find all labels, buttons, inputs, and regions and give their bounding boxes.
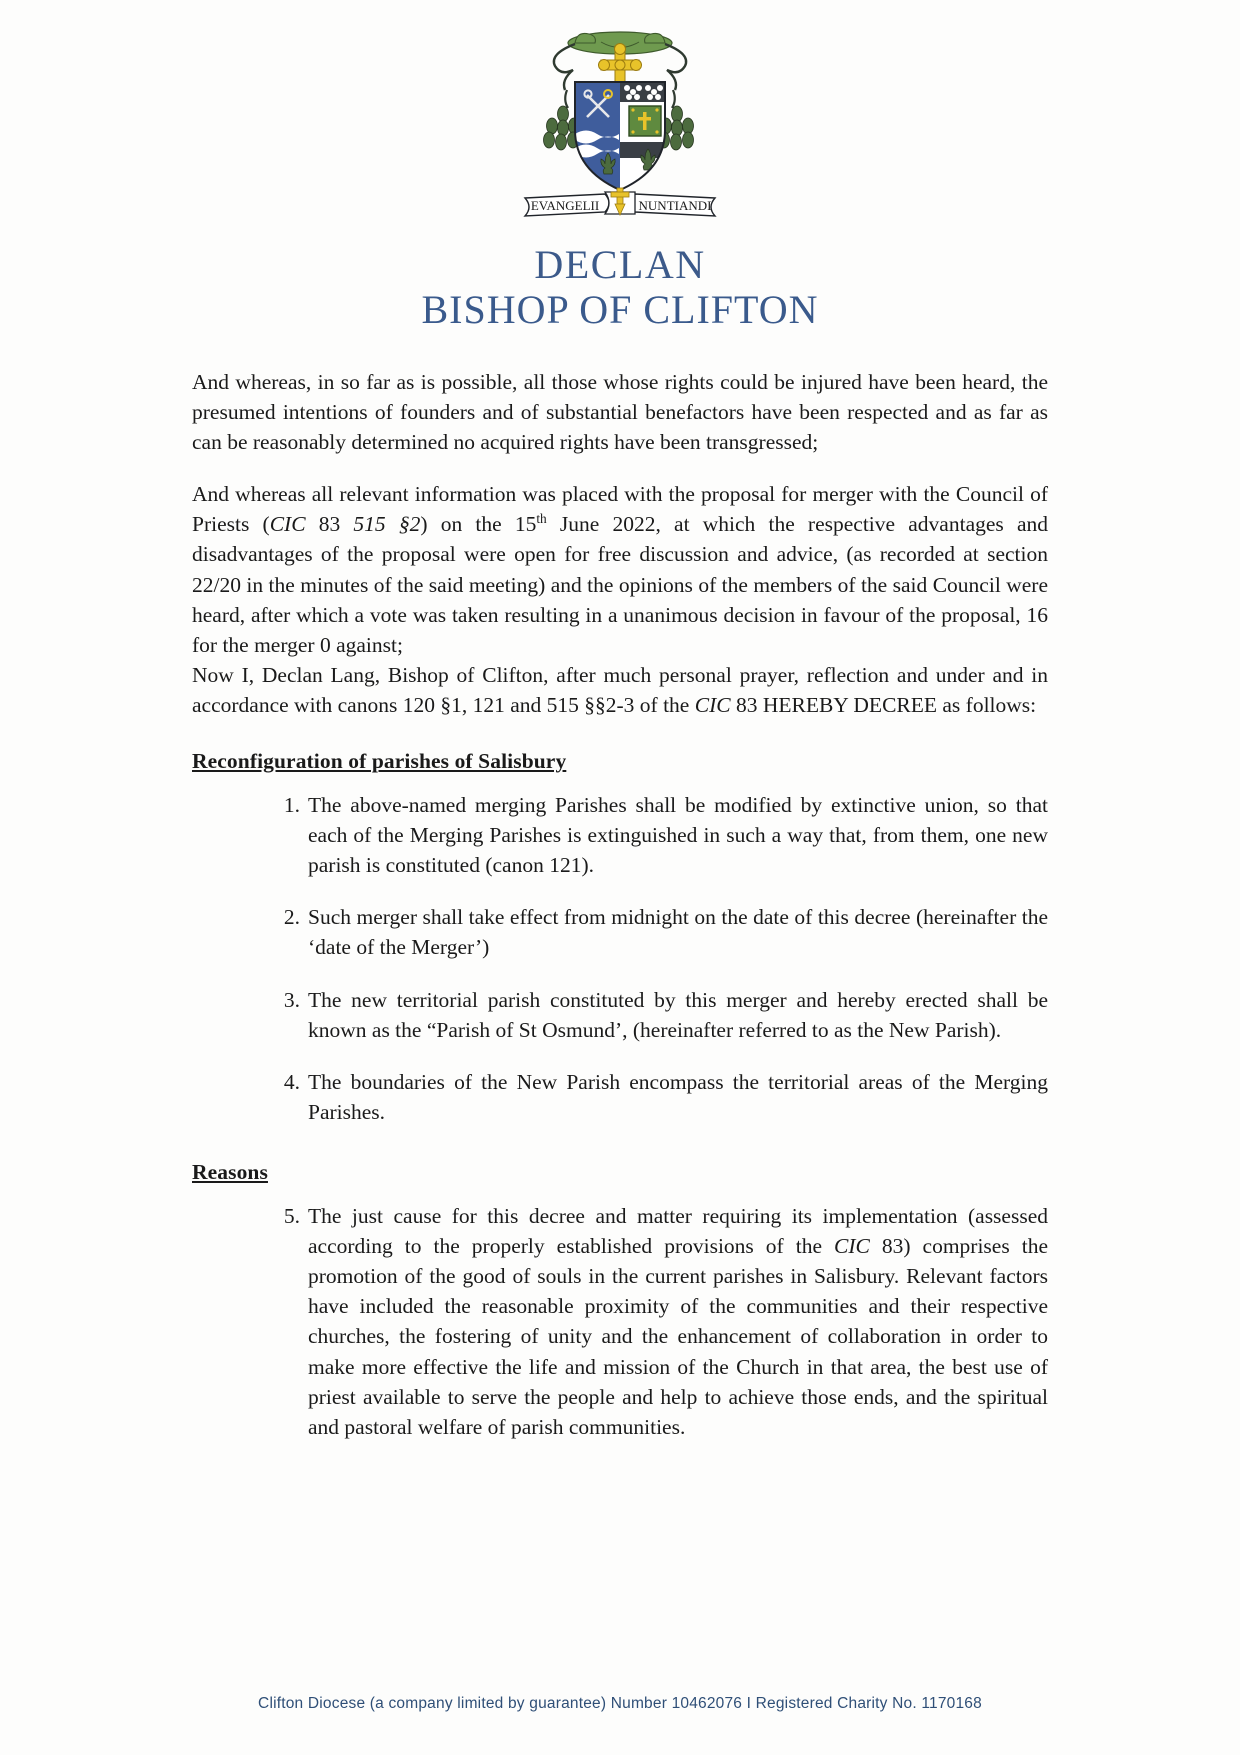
page-title-role: BISHOP OF CLIFTON — [421, 287, 819, 333]
document-body — [192, 333, 1048, 1442]
list-item-text: Such merger shall take effect from midnight on the date of this decree (hereinafter the ‘date of the Merger’) — [308, 905, 1048, 960]
list-item — [270, 985, 1048, 1045]
para3-part2: 83 HEREBY DECREE as follows: — [730, 692, 1037, 717]
crest-container — [0, 0, 1240, 227]
list-item-number: 1. — [283, 793, 300, 818]
list-item — [270, 1067, 1048, 1127]
list-item — [270, 902, 1048, 962]
para3-part1: Now I, Declan Lang, Bishop of Clifton, after much personal prayer, reflection and under and in accordance with canons 120 §1, 121 and 515 §§2-3 of the — [192, 662, 1048, 717]
item5-italic-cic: CIC — [834, 1234, 870, 1259]
list-item-number: 4. — [283, 1069, 300, 1094]
list-item-number: 2. — [283, 905, 300, 930]
para2-italic-cic: CIC — [269, 512, 306, 537]
para2-part1: And whereas all relevant information was placed with the proposal for merger with the Council of Priests ( — [192, 482, 1048, 537]
paragraph-whereas-rights: And whereas, in so far as is possible, all those whose rights could be injured have been heard, the presumed intentions of founders and of substantial benefactors have been respected and as far as can be reasonably determined no acquired rights have been transgressed; — [192, 369, 1048, 455]
list-item — [270, 1201, 1048, 1442]
list-item-text: The new territorial parish constituted by this merger and hereby erected shall be known as the “Parish of St Osmund’, (hereinafter referred to as the New Parish). — [308, 987, 1048, 1042]
motto-left-text: EVANGELII — [530, 198, 600, 213]
page-title-name: DECLAN — [534, 242, 706, 287]
para3-italic-cic: CIC — [694, 692, 731, 717]
paragraph-whereas-information — [192, 479, 1048, 660]
motto-scroll — [525, 188, 715, 216]
paragraph-decree — [192, 660, 1048, 720]
para2-part2: 83 — [305, 512, 354, 537]
list-item-text: The above-named merging Parishes shall be modified by extinctive union, so that each of the Merging Parishes is extinguished in such a way that, from them, one new parish is constituted (canon 121). — [308, 793, 1048, 878]
decree-list-reasons — [192, 1201, 1048, 1442]
list-item — [270, 790, 1048, 880]
para2-ordinal-suffix: th — [536, 511, 547, 527]
title-block — [0, 243, 1240, 333]
coat-of-arms-icon — [505, 22, 735, 227]
para2-part4: June 2022, at which the respective advantages and disadvantages of the proposal were open for free discussion and advice, (as recorded at section 22/20 in the minutes of the said meeting) and the opinions of the members of the said Council were heard, after which a vote was taken resulting in a unanimous decision in favour of the proposal, 16 for the merger 0 against; — [192, 512, 1048, 657]
item5-prefix: The just cause for this decree and matter requiring its implementation (assessed according to the properly established provisions of the — [308, 1204, 1048, 1259]
para2-italic-canon: 515 §2 — [353, 512, 421, 537]
decree-list-reconfiguration — [192, 790, 1048, 1127]
section-heading-reconfiguration: Reconfiguration of parishes of Salisbury — [192, 749, 567, 774]
para2-part3: ) on the 15 — [420, 512, 537, 537]
list-item-number: 3. — [283, 987, 300, 1012]
section-heading-reasons: Reasons — [192, 1159, 268, 1184]
list-item-text: The boundaries of the New Parish encompass the territorial areas of the Merging Parishes. — [308, 1069, 1048, 1124]
list-item-number: 5. — [283, 1204, 300, 1229]
list-item-text — [308, 1201, 1048, 1442]
item5-suffix: 83) comprises the promotion of the good of souls in the current parishes in Salisbury. Relevant factors have included the reasonable proximity of the communities and their respective churches, the fostering of unity and the enhancement of collaboration in order to make more effective the life and mission of the Church in that area, the best use of priest available to serve the people and help to achieve those ends, and the spiritual and pastoral welfare of parish communities. — [308, 1234, 1048, 1439]
page-footer: Clifton Diocese (a company limited by guarantee) Number 10462076 I Registered Charity No. 1170168 — [258, 1695, 982, 1712]
motto-right-text: NUNTIANDI — [638, 198, 712, 213]
